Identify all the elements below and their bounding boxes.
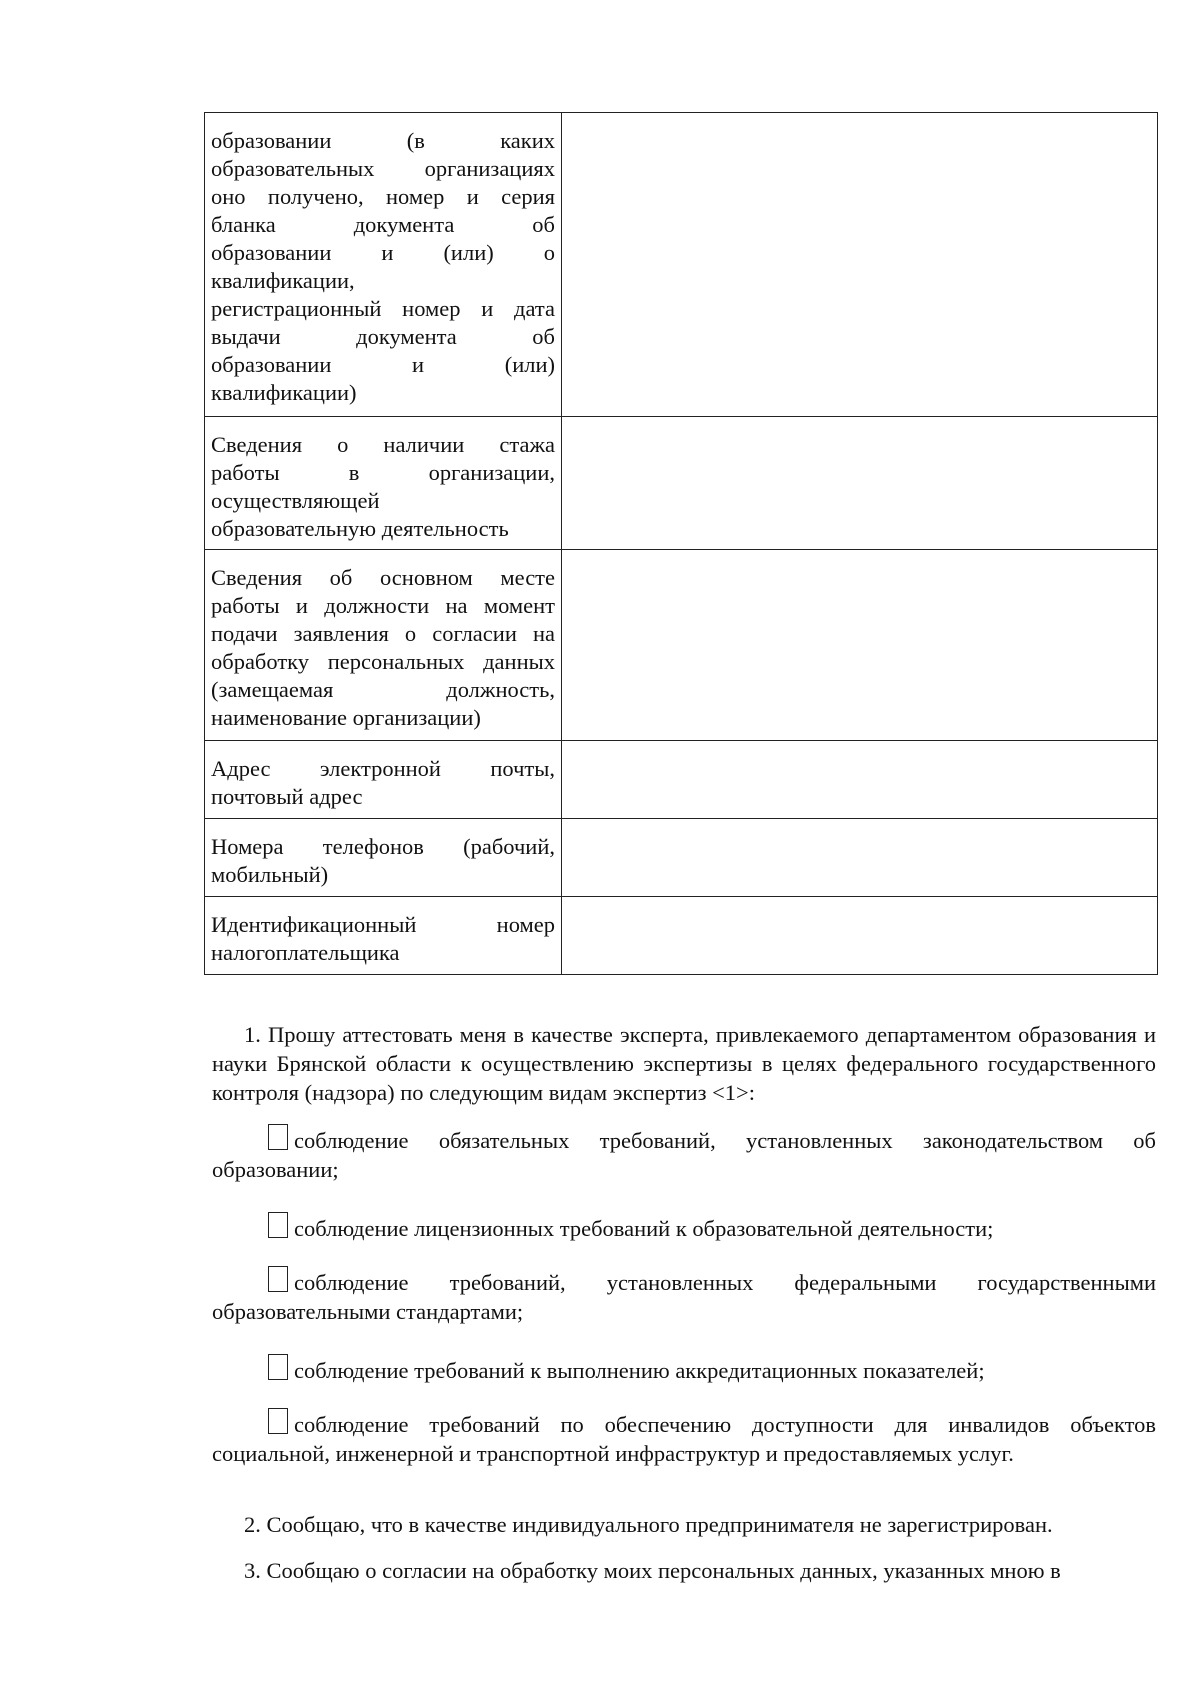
- row-label-line: выдачи документа об: [211, 324, 555, 349]
- row-value-cell[interactable]: [562, 897, 1158, 975]
- row-label-line: квалификации,: [211, 268, 355, 293]
- row-label-line: работы в организации,: [211, 460, 555, 485]
- row-label-line: образовательную деятельность: [211, 516, 509, 541]
- row-label-line: регистрационный номер и дата: [211, 296, 555, 321]
- paragraph-1: [212, 1020, 1156, 1107]
- paragraph-3: [212, 1556, 1156, 1585]
- row-label-line: подачи заявления о согласии на: [211, 621, 555, 646]
- row-label-line: бланка документа об: [211, 212, 555, 237]
- row-label-cell: [205, 897, 562, 975]
- row-label-line: Сведения о наличии стажа: [211, 432, 555, 457]
- checkbox-option-2: [212, 1212, 1156, 1243]
- row-label-cell: [205, 417, 562, 550]
- table-row: [205, 417, 1158, 550]
- row-label-line: осуществляющей: [211, 488, 380, 513]
- checkbox[interactable]: [268, 1354, 288, 1380]
- table-row: [205, 741, 1158, 819]
- row-label-line: работы и должности на момент: [211, 593, 555, 618]
- paragraph-2: [212, 1510, 1156, 1539]
- row-label-line: наименование организации): [211, 705, 481, 730]
- row-label-line: образовании (в каких: [211, 128, 555, 153]
- table-row: [205, 819, 1158, 897]
- row-label-line: обработку персональных данных: [211, 649, 555, 674]
- applicant-info-table: [204, 112, 1158, 975]
- checkbox-option-1-text: соблюдение обязательных требований, установленных законодательством об образовании;: [212, 1128, 1156, 1182]
- row-label-cell: [205, 741, 562, 819]
- paragraph-1-text: 1. Прошу аттестовать меня в качестве эксперта, привлекаемого департаментом образования и науки Брянской области к осуществлению экспертизы в целях федерального государственного контроля (надзора) по следующим видам экспертиз <1>:: [212, 1022, 1156, 1105]
- paragraph-2-text: 2. Сообщаю, что в качестве индивидуального предпринимателя не зарегистрирован.: [244, 1512, 1053, 1537]
- checkbox[interactable]: [268, 1124, 288, 1150]
- row-label-line: образовании и (или) о: [211, 240, 555, 265]
- checkbox[interactable]: [268, 1408, 288, 1434]
- checkbox[interactable]: [268, 1212, 288, 1238]
- row-label-line: Номера телефонов (рабочий,: [211, 834, 555, 859]
- row-value-cell[interactable]: [562, 550, 1158, 741]
- row-value-cell[interactable]: [562, 417, 1158, 550]
- checkbox-option-5-text: соблюдение требований по обеспечению доступности для инвалидов объектов социальной, инженерной и транспортной инфраструктур и предоставляемых услуг.: [212, 1412, 1156, 1466]
- row-label-line: образовательных организациях: [211, 156, 555, 181]
- row-label-line: налогоплательщика: [211, 940, 400, 965]
- row-label-line: почтовый адрес: [211, 784, 363, 809]
- table-row: [205, 550, 1158, 741]
- row-label-cell: [205, 550, 562, 741]
- row-value-cell[interactable]: [562, 113, 1158, 417]
- row-label-line: мобильный): [211, 862, 329, 887]
- paragraph-3-text: 3. Сообщаю о согласии на обработку моих персональных данных, указанных мною в: [244, 1558, 1061, 1583]
- checkbox-option-4-text: соблюдение требований к выполнению аккредитационных показателей;: [294, 1358, 985, 1383]
- row-label-line: Адрес электронной почты,: [211, 756, 555, 781]
- checkbox-option-2-text: соблюдение лицензионных требований к образовательной деятельности;: [294, 1216, 994, 1241]
- row-value-cell[interactable]: [562, 819, 1158, 897]
- checkbox-option-5: [212, 1408, 1156, 1468]
- table-row: [205, 897, 1158, 975]
- row-label-line: Сведения об основном месте: [211, 565, 555, 590]
- row-label-line: оно получено, номер и серия: [211, 184, 555, 209]
- row-label-cell: [205, 113, 562, 417]
- row-label-line: образовании и (или): [211, 352, 555, 377]
- table-row: [205, 113, 1158, 417]
- checkbox-option-3: [212, 1266, 1156, 1326]
- checkbox[interactable]: [268, 1266, 288, 1292]
- row-value-cell[interactable]: [562, 741, 1158, 819]
- row-label-cell: [205, 819, 562, 897]
- checkbox-option-4: [212, 1354, 1156, 1385]
- checkbox-option-1: [212, 1124, 1156, 1184]
- checkbox-option-3-text: соблюдение требований, установленных федеральными государственными образовательными стандартами;: [212, 1270, 1156, 1324]
- row-label-line: квалификации): [211, 380, 357, 405]
- row-label-line: (замещаемая должность,: [211, 677, 555, 702]
- row-label-line: Идентификационный номер: [211, 912, 555, 937]
